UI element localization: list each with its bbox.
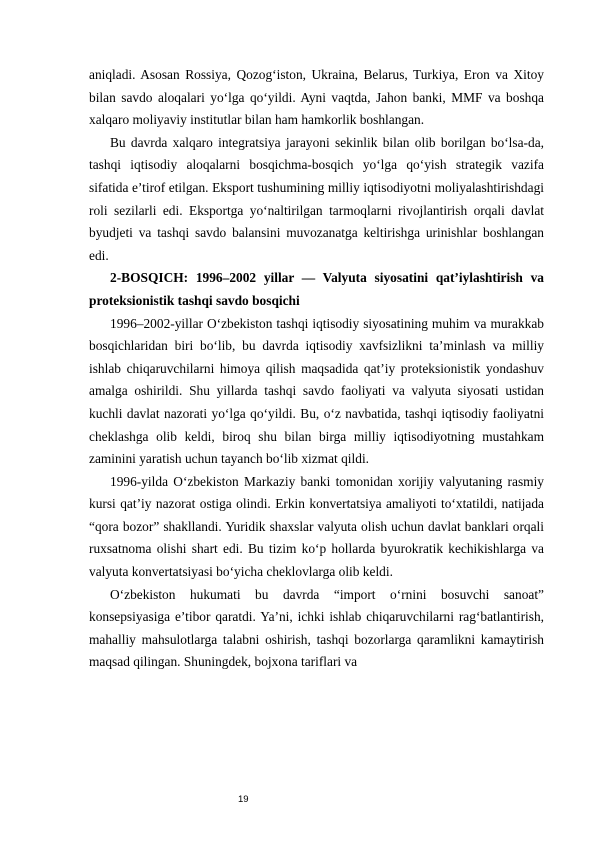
section-heading: 2-BOSQICH: 1996–2002 yillar — Valyuta siyosatini qat’iylashtirish va proteksionistik tashqi savdo bosqichi [89, 270, 544, 308]
paragraph-central-bank: 1996-yilda O‘zbekiston Markaziy banki tomonidan xorijiy valyutaning rasmiy kursi qat’iy nazorat ostiga olindi. Erkin konvertatsiya amaliyoti to‘xtatildi, natijada “qora bozor” shakllandi. Yuridik shaxslar valyuta olish uchun davlat banklari orqali ruxsatnoma olishi shart edi. Bu tizim ko‘p hollarda byurokratik kechikishlarga va valyuta konvertatsiyasi bo‘yicha cheklovlarga olib keldi. [89, 473, 544, 580]
paragraph-continuation: aniqladi. Asosan Rossiya, Qozog‘iston, Ukraina, Belarus, Turkiya, Eron va Xitoy bilan savdo aloqalari yo‘lga qo‘yildi. Ayni vaqtda, Jahon banki, MMF va boshqa xalqaro moliyaviy institutlar bilan ham hamkorlik boshlangan. [89, 67, 544, 128]
paragraph-import-substitution: O‘zbekiston hukumati bu davrda “import o‘rnini bosuvchi sanoat” konsepsiyasiga e’tibor qaratdi. Ya’ni, ichki ishlab chiqaruvchilarni rag‘batlantirish, mahalliy mahsulotlarga talabni oshirish, tashqi bozorlarga qaramlikni kamaytirish maqsad qilingan. Shuningdek, bojxona tariflari va [89, 586, 544, 670]
page-body [89, 64, 544, 674]
paragraph-integration: Bu davrda xalqaro integratsiya jarayoni sekinlik bilan olib borilgan bo‘lsa-da, tashqi iqtisodiy aloqalarni bosqichma-bosqich yo‘lga qo‘yish strategik vazifa sifatida e’tirof etilgan. Eksport tushumining milliy iqtisodiyotni moliyalashtirishdagi roli sezilarli edi. Eksportga yo‘naltirilgan tarmoqlarni rivojlantirish orqali davlat byudjeti va tashqi savdo balansini muvozanatga keltirishga urinishlar boshlangan edi. [89, 134, 544, 263]
paragraph-period-overview: 1996–2002-yillar O‘zbekiston tashqi iqtisodiy siyosatining muhim va murakkab bosqichlaridan biri bo‘lib, bu davrda iqtisodiy xavfsizlikni ta’minlash va milliy ishlab chiqaruvchilarni himoya qilish maqsadida qat’iy proteksionistik yondashuv amalga oshirildi. Shu yillarda tashqi savdo faoliyati va valyuta siyosati ustidan kuchli davlat nazorati yo‘lga qo‘yildi. Bu, o‘z navbatida, tashqi iqtisodiy faoliyatni cheklashga olib keldi, biroq shu bilan birga milliy iqtisodiyotning mustahkam zaminini yaratish uchun tayanch bo‘lib xizmat qildi. [89, 315, 544, 467]
page-number: 19 [238, 794, 249, 805]
